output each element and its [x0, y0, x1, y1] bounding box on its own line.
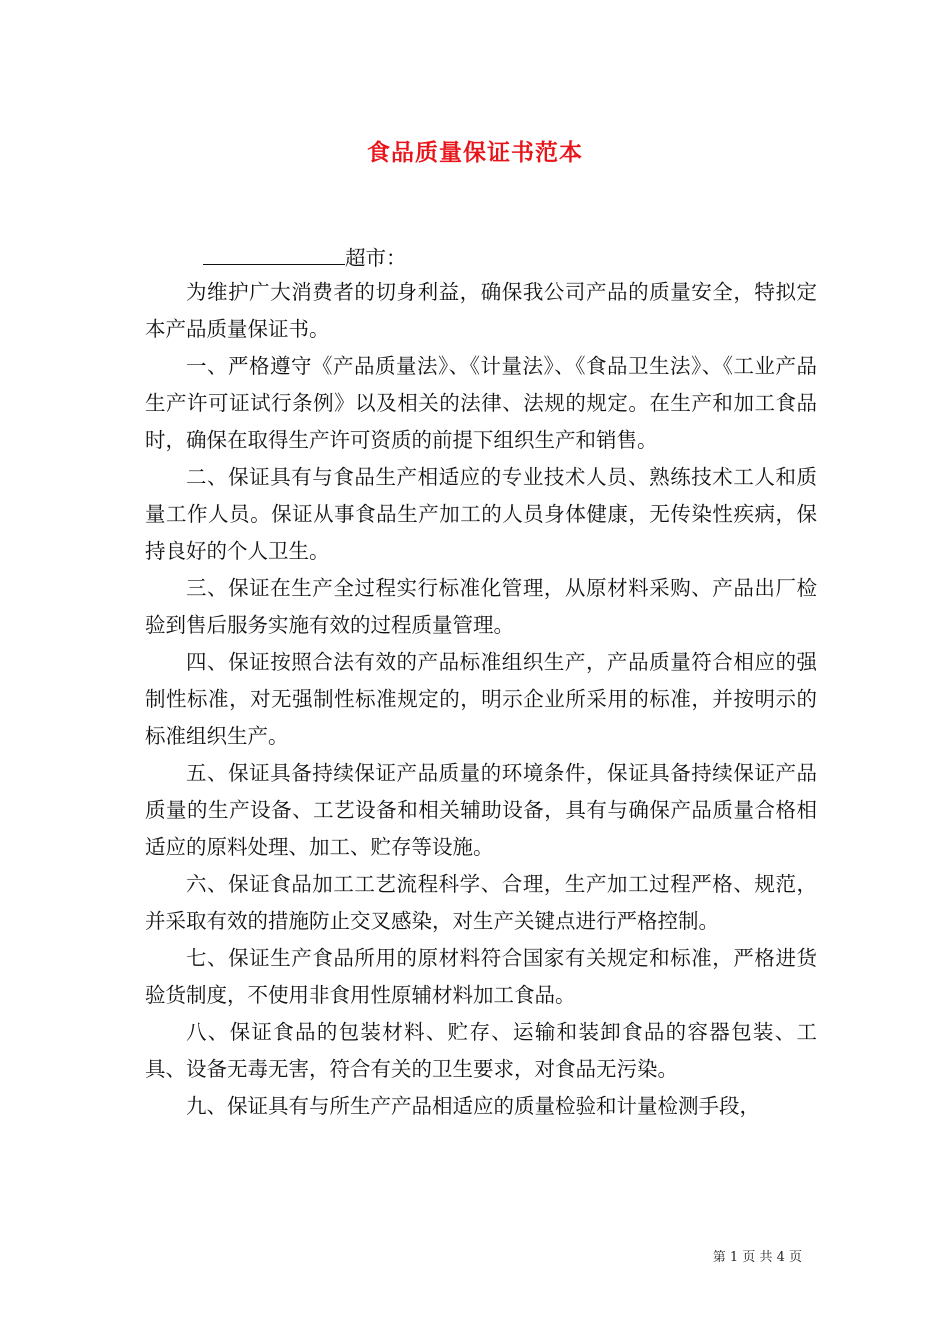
paragraph-5: 五、保证具备持续保证产品质量的环境条件，保证具备持续保证产品质量的生产设备、工艺设备和相关辅助设备，具有与确保产品质量合格相适应的原料处理、加工、贮存等设施。 — [145, 761, 817, 859]
paragraph-9: 九、保证具有与所生产产品相适应的质量检验和计量检测手段， — [186, 1094, 760, 1118]
paragraph-2: 二、保证具有与食品生产相适应的专业技术人员、熟练技术工人和质量工作人员。保证从事食品生产加工的人员身体健康，无传染性疾病，保持良好的个人卫生。 — [145, 465, 817, 563]
paragraph-6: 六、保证食品加工工艺流程科学、合理，生产加工过程严格、规范，并采取有效的措施防止交叉感染，对生产关键点进行严格控制。 — [145, 872, 817, 933]
document-body — [145, 274, 817, 1125]
document-title: 食品质量保证书范本 — [367, 139, 583, 166]
salutation-blank-line — [203, 244, 345, 265]
paragraph-8: 八、保证食品的包装材料、贮存、运输和装卸食品的容器包装、工具、设备无毒无害，符合有关的卫生要求，对食品无污染。 — [145, 1020, 817, 1081]
paragraph-7: 七、保证生产食品所用的原材料符合国家有关规定和标准，严格进货验货制度，不使用非食用性原辅材料加工食品。 — [145, 946, 817, 1007]
salutation-text: 超市： — [345, 246, 407, 270]
salutation — [203, 240, 407, 276]
paragraph-1: 一、严格遵守《产品质量法》、《计量法》、《食品卫生法》、《工业产品生产许可证试行条例》以及相关的法律、法规的规定。在生产和加工食品时，确保在取得生产许可资质的前提下组织生产和销售。 — [145, 354, 817, 452]
paragraph-3: 三、保证在生产全过程实行标准化管理，从原材料采购、产品出厂检验到售后服务实施有效的过程质量管理。 — [145, 576, 817, 637]
paragraph-4: 四、保证按照合法有效的产品标准组织生产，产品质量符合相应的强制性标准，对无强制性标准规定的，明示企业所采用的标准，并按明示的标准组织生产。 — [145, 650, 817, 748]
paragraph-intro: 为维护广大消费者的切身利益，确保我公司产品的质量安全，特拟定本产品质量保证书。 — [145, 280, 817, 341]
page-number-footer: 第 1 页 共 4 页 — [712, 1250, 802, 1265]
